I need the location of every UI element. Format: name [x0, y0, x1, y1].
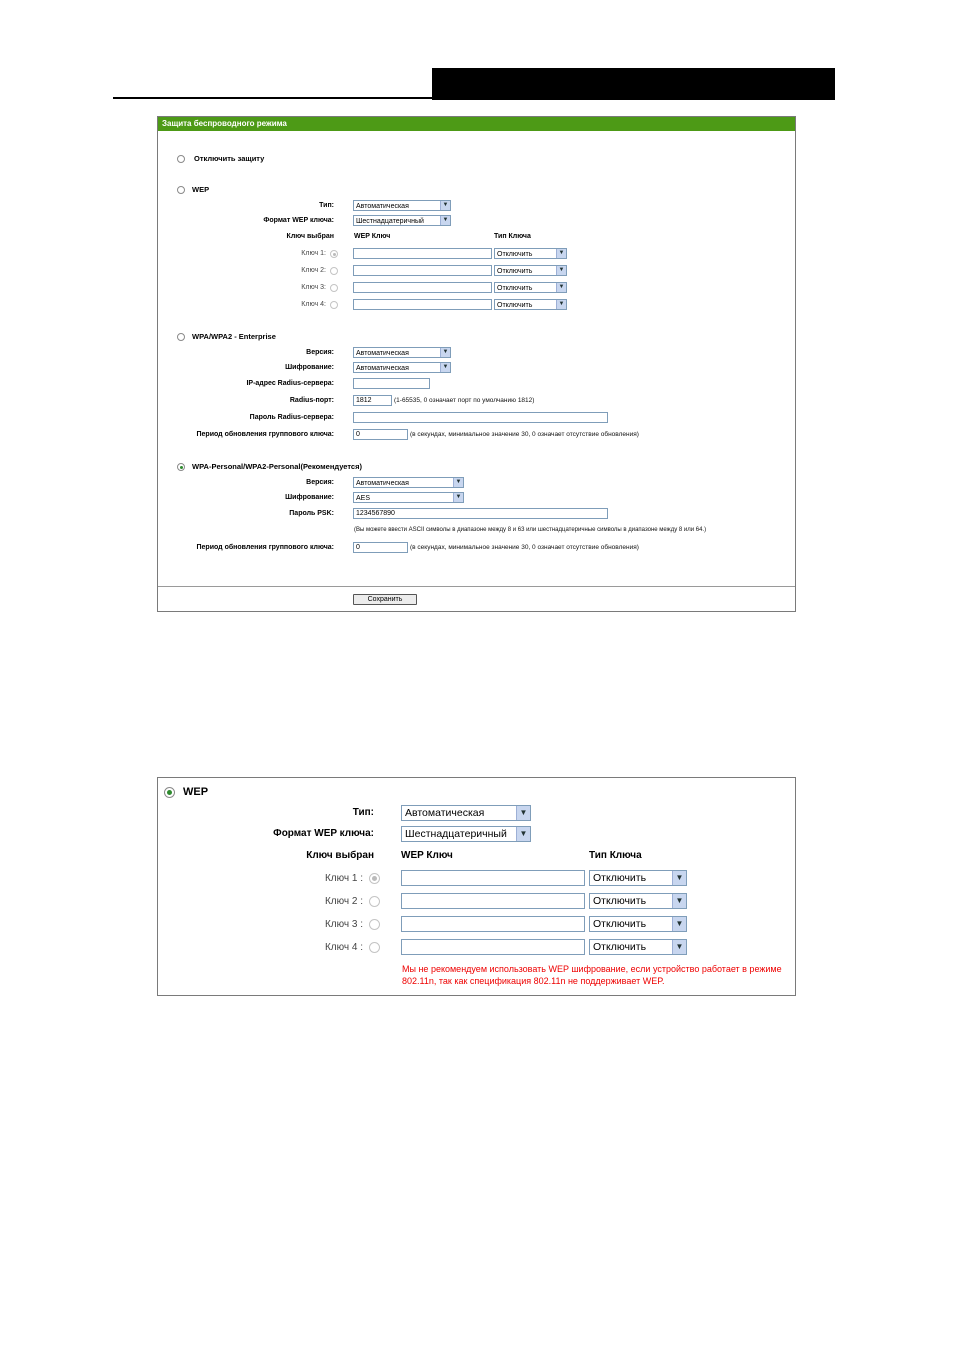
wep-format-label: Формат WEP ключа:: [273, 828, 374, 839]
radius-port-label: Radius-порт:: [289, 397, 334, 404]
psk-label: Пароль PSK:: [289, 510, 334, 517]
radius-ip-input[interactable]: [353, 378, 430, 389]
wep-zoom-panel: [157, 777, 796, 996]
personal-radio[interactable]: [177, 463, 185, 471]
wep-format-select[interactable]: Шестнадцатеричный ▼: [353, 215, 451, 226]
key4-input[interactable]: [353, 299, 492, 310]
key1-label: Ключ 1 :: [324, 873, 363, 884]
key4-radio[interactable]: [369, 942, 380, 953]
personal-encryption-select[interactable]: AES ▼: [353, 492, 464, 503]
panel-title: Защита беспроводного режима: [158, 117, 795, 131]
wep-label: WEP: [192, 185, 210, 194]
ent-group-key-input[interactable]: 0: [353, 429, 408, 440]
chevron-down-icon: ▼: [556, 266, 566, 275]
chevron-down-icon: ▼: [440, 216, 450, 225]
col-key-selected: Ключ выбран: [306, 850, 374, 861]
enterprise-radio[interactable]: [177, 333, 185, 341]
psk-note: (Вы можете ввести ASCII символы в диапазоне между 8 и 63 или шестнадцатеричные символы в диапазоне между 8 или 64.): [354, 527, 707, 533]
key2-type-select[interactable]: Отключить ▼: [494, 265, 567, 276]
disable-security-label: Отключить защиту: [194, 154, 265, 163]
key4-label: Ключ 4 :: [324, 942, 363, 953]
col-wep-key: WEP Ключ: [401, 850, 453, 861]
wep-format-label: Формат WEP ключа:: [263, 217, 334, 224]
personal-encryption-label: Шифрование:: [285, 494, 334, 501]
key3-type-select[interactable]: Отключить ▼: [589, 916, 687, 932]
key2-type-select[interactable]: Отключить ▼: [589, 893, 687, 909]
key3-label: Ключ 3 :: [324, 919, 363, 930]
wep-type-label: Тип:: [319, 202, 334, 209]
chevron-down-icon: ▼: [672, 940, 686, 954]
wep-format-select[interactable]: Шестнадцатеричный ▼: [401, 826, 531, 842]
chevron-down-icon: ▼: [516, 827, 530, 841]
chevron-down-icon: ▼: [556, 249, 566, 258]
radius-password-input[interactable]: [353, 412, 608, 423]
key2-radio[interactable]: [330, 267, 338, 275]
chevron-down-icon: ▼: [556, 283, 566, 292]
key2-label: Ключ 2 :: [324, 896, 363, 907]
key4-type-select[interactable]: Отключить ▼: [494, 299, 567, 310]
key1-type-select[interactable]: Отключить ▼: [589, 870, 687, 886]
key1-radio[interactable]: [369, 873, 380, 884]
chevron-down-icon: ▼: [672, 894, 686, 908]
chevron-down-icon: ▼: [440, 201, 450, 210]
radius-password-label: Пароль Radius-сервера:: [249, 414, 334, 421]
key1-label: Ключ 1:: [301, 250, 326, 257]
chevron-down-icon: ▼: [453, 478, 463, 487]
ent-encryption-select[interactable]: Автоматическая ▼: [353, 362, 451, 373]
ent-group-key-label: Период обновления группового ключа:: [196, 431, 334, 438]
col-key-type: Тип Ключа: [589, 850, 642, 861]
key4-label: Ключ 4:: [301, 301, 326, 308]
key1-input[interactable]: [353, 248, 492, 259]
chevron-down-icon: ▼: [453, 493, 463, 502]
ent-version-label: Версия:: [306, 349, 334, 356]
wireless-security-panel: [157, 116, 796, 612]
key4-radio[interactable]: [330, 301, 338, 309]
key1-type-select[interactable]: Отключить ▼: [494, 248, 567, 259]
wep-warning: Мы не рекомендуем использовать WEP шифрование, если устройство работает в режиме 802.11n, так как спецификация 802.11n не поддерживает WEP.: [402, 964, 782, 986]
radius-port-note: (1-65535, 0 означает порт по умолчанию 1812): [394, 397, 535, 404]
wep-radio[interactable]: [177, 186, 185, 194]
personal-group-key-note: (в секундах, минимальное значение 30, 0 означает отсутствие обновления): [410, 544, 639, 551]
personal-label: WPA-Personal/WPA2-Personal(Рекомендуется): [192, 462, 362, 471]
ent-version-select[interactable]: Автоматическая ▼: [353, 347, 451, 358]
col-key-type: Тип Ключа: [494, 233, 531, 240]
col-wep-key: WEP Ключ: [354, 233, 391, 240]
chevron-down-icon: ▼: [516, 806, 530, 820]
ent-encryption-label: Шифрование:: [285, 364, 334, 371]
col-key-selected: Ключ выбран: [286, 233, 334, 240]
wep-type-label: Тип:: [352, 807, 374, 818]
key1-input[interactable]: [401, 870, 585, 886]
wep-label: WEP: [183, 786, 209, 798]
chevron-down-icon: ▼: [672, 871, 686, 885]
personal-version-select[interactable]: Автоматическая ▼: [353, 477, 464, 488]
chevron-down-icon: ▼: [440, 363, 450, 372]
disable-security-radio[interactable]: [177, 155, 185, 163]
key3-type-select[interactable]: Отключить ▼: [494, 282, 567, 293]
radius-ip-label: IP-адрес Radius-сервера:: [246, 380, 334, 387]
personal-group-key-input[interactable]: 0: [353, 542, 408, 553]
key2-label: Ключ 2:: [301, 267, 326, 274]
key2-input[interactable]: [353, 265, 492, 276]
chevron-down-icon: ▼: [440, 348, 450, 357]
key3-label: Ключ 3:: [301, 284, 326, 291]
enterprise-label: WPA/WPA2 - Enterprise: [192, 332, 276, 341]
key3-input[interactable]: [401, 916, 585, 932]
save-button[interactable]: Сохранить: [353, 594, 417, 605]
key2-input[interactable]: [401, 893, 585, 909]
ent-group-key-note: (в секундах, минимальное значение 30, 0 означает отсутствие обновления): [410, 431, 639, 438]
header-bar: [432, 68, 835, 100]
wep-type-select[interactable]: Автоматическая ▼: [401, 805, 531, 821]
wep-radio[interactable]: [164, 787, 175, 798]
wep-type-select[interactable]: Автоматическая ▼: [353, 200, 451, 211]
psk-input[interactable]: 1234567890: [353, 508, 608, 519]
radius-port-input[interactable]: 1812: [353, 395, 392, 406]
footer-divider: [158, 586, 795, 587]
key3-radio[interactable]: [330, 284, 338, 292]
key4-type-select[interactable]: Отключить ▼: [589, 939, 687, 955]
header-rule: [113, 97, 433, 99]
key3-input[interactable]: [353, 282, 492, 293]
personal-version-label: Версия:: [306, 479, 334, 486]
key4-input[interactable]: [401, 939, 585, 955]
key3-radio[interactable]: [369, 919, 380, 930]
personal-group-key-label: Период обновления группового ключа:: [196, 544, 334, 551]
key2-radio[interactable]: [369, 896, 380, 907]
chevron-down-icon: ▼: [556, 300, 566, 309]
chevron-down-icon: ▼: [672, 917, 686, 931]
key1-radio[interactable]: [330, 250, 338, 258]
